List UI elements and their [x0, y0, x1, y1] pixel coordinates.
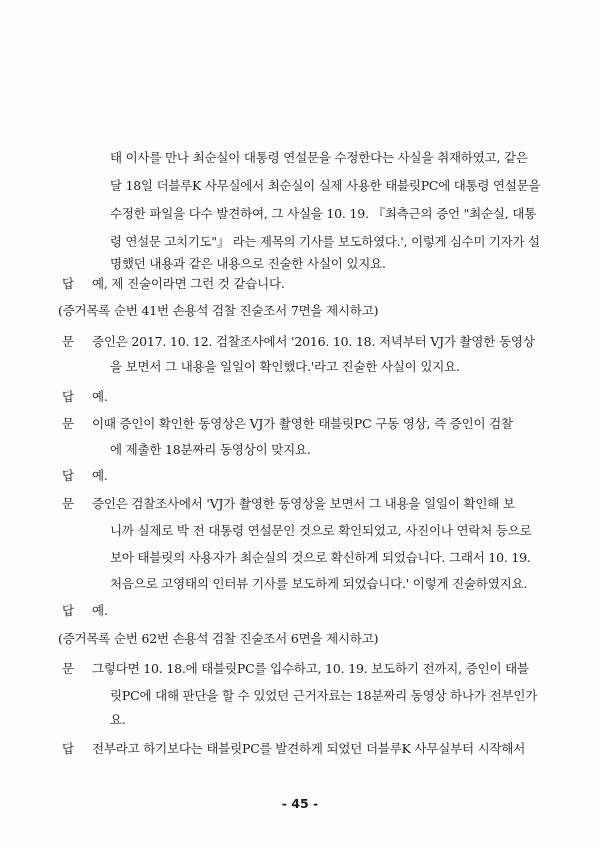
- answer-marker: 답: [62, 389, 75, 404]
- answer-marker: 답: [62, 468, 75, 483]
- answer-marker: 답: [62, 276, 75, 291]
- question-text: 니까 실제로 박 전 대통령 연설문인 것으로 확인되었고, 사진이나 연락처 등으로: [110, 523, 532, 538]
- question-text: 요.: [110, 712, 126, 727]
- question-text: 증인은 2017. 10. 12. 검찰조사에서 '2016. 10. 18. 저녁부터 VJ가 촬영한 동영상: [92, 334, 535, 349]
- question-text: 이때 증인이 확인한 동영상은 VJ가 촬영한 태블릿PC 구동 영상, 즉 증인이 검찰: [92, 416, 513, 431]
- text-line: 수정한 파일을 다수 발견하여, 그 사실을 10. 19. 『최측근의 증언 "최순실, 대통: [110, 206, 537, 221]
- question-text: 처음으로 고영태의 인터뷰 기사를 보도하게 되었습니다.' 이렇게 진술하였지요.: [110, 576, 528, 591]
- text-line: 달 18일 더블루K 사무실에서 최순실이 실제 사용한 태블릿PC에 대통령 연설문을: [110, 178, 541, 193]
- answer-marker: 답: [62, 741, 75, 756]
- question-marker: 문: [62, 334, 75, 349]
- text-line: 령 연설문 고치기도"』 라는 제목의 기사를 보도하였다.', 이렇게 심수미 기자가 설: [110, 234, 540, 249]
- evidence-note: (증거목록 순번 62번 손용석 검찰 진술조서 6면을 제시하고): [58, 631, 379, 646]
- answer-text: 전부라고 하기보다는 태블릿PC를 발견하게 되었던 더블루K 사무실부터 시작해서: [92, 741, 526, 756]
- question-text: 그렇다면 10. 18.에 태블릿PC를 입수하고, 10. 19. 보도하기 전까지, 증인이 태블: [92, 661, 529, 676]
- question-marker: 문: [62, 496, 75, 511]
- text-line: 명했던 내용과 같은 내용으로 진술한 사실이 있지요.: [110, 256, 386, 271]
- answer-text: 예.: [92, 603, 108, 618]
- question-text: 증인은 검찰조사에서 'VJ가 촬영한 동영상을 보면서 그 내용을 일일이 확인해 보: [92, 496, 515, 511]
- question-marker: 문: [62, 416, 75, 431]
- answer-text: 예.: [92, 389, 108, 404]
- question-text: 을 보면서 그 내용을 일일이 확인했다.'라고 진술한 사실이 있지요.: [110, 359, 460, 374]
- page-number: - 45 -: [281, 796, 319, 811]
- question-text: 릿PC에 대해 판단을 할 수 있었던 근거자료는 18분짜리 동영상 하나가 전부인가: [110, 688, 538, 703]
- question-marker: 문: [62, 661, 75, 676]
- question-text: 보아 태블릿의 사용자가 최순실의 것으로 확신하게 되었습니다. 그래서 10. 19.: [110, 550, 531, 565]
- answer-marker: 답: [62, 603, 75, 618]
- answer-text: 예, 제 진술이라면 그런 것 같습니다.: [92, 276, 285, 291]
- question-text: 에 제출한 18분짜리 동영상이 맞지요.: [110, 442, 311, 457]
- text-line: 태 이사를 만나 최순실이 대통령 연설문을 수정한다는 사실을 취재하였고, 같은: [110, 150, 528, 165]
- answer-text: 예.: [92, 468, 108, 483]
- evidence-note: (증거목록 순번 41번 손용석 검찰 진술조서 7면을 제시하고): [58, 303, 379, 318]
